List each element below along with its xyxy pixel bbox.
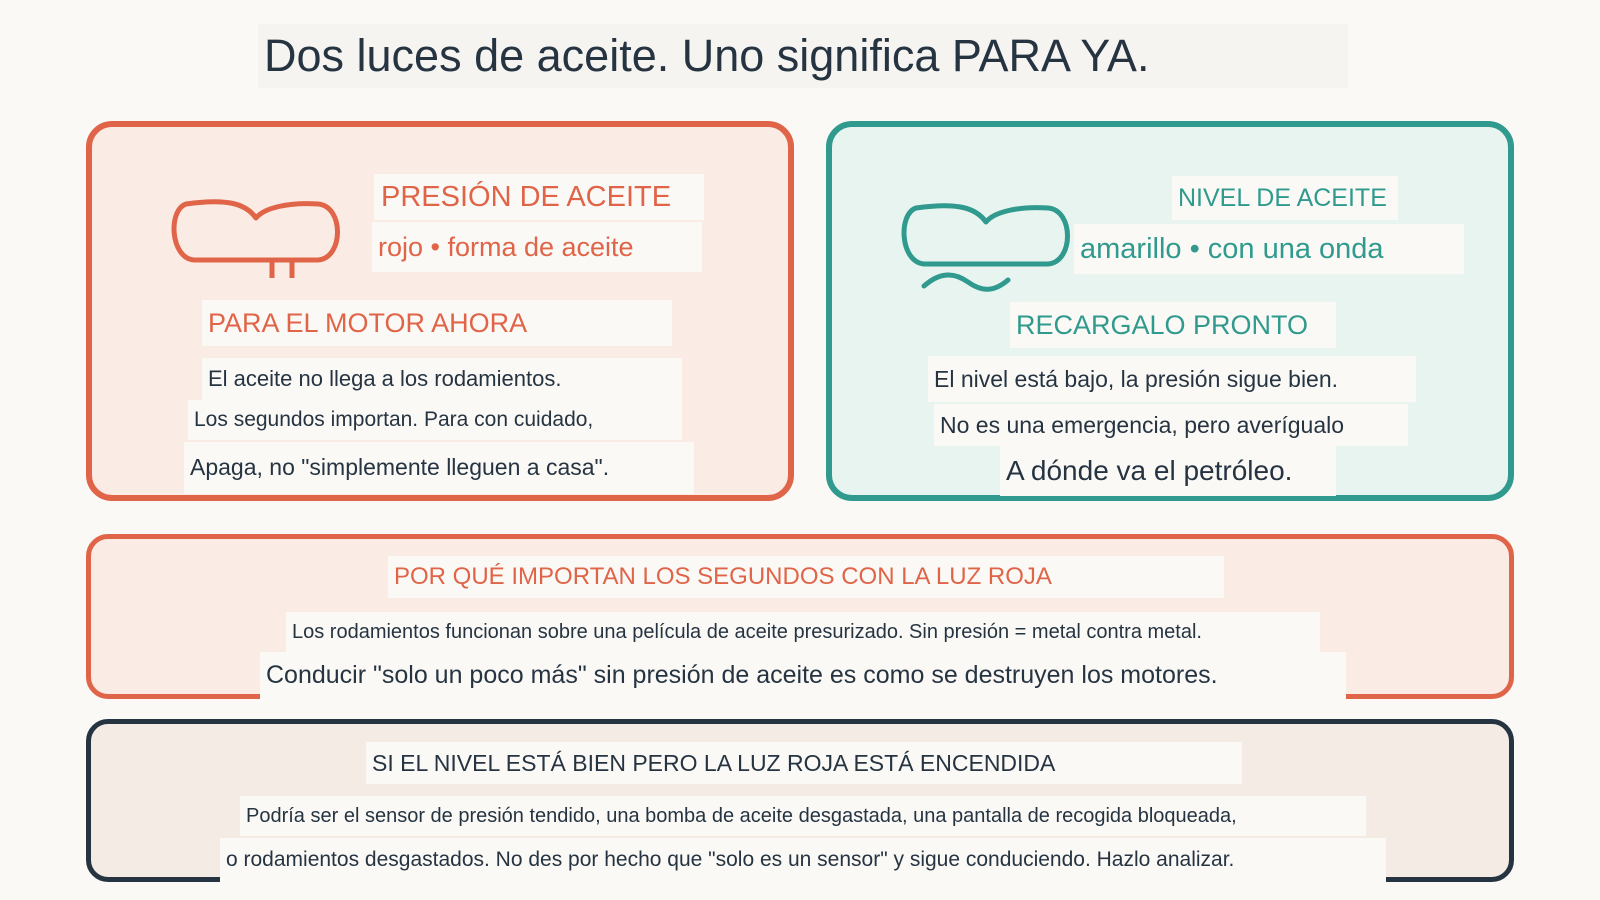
why-seconds-line-2: Conducir "solo un poco más" sin presión de aceite es como se destruyen los motores. [260, 652, 1346, 700]
page-title: Dos luces de aceite. Uno significa PARA YA. [258, 24, 1348, 88]
oil-pressure-heading: PRESIÓN DE ACEITE [374, 174, 704, 220]
oil-pressure-line-2: Los segundos importan. Para con cuidado, [188, 400, 682, 440]
oil-pressure-line-1: El aceite no llega a los rodamientos. [202, 358, 682, 400]
oil-level-line-3: A dónde va el petróleo. [1000, 446, 1336, 496]
sensor-line-1: Podría ser el sensor de presión tendido, una bomba de aceite desgastada, una pantalla de recogida bloqueada, [240, 796, 1366, 836]
why-seconds-line-1: Los rodamientos funcionan sobre una película de aceite presurizado. Sin presión = metal contra metal. [286, 612, 1320, 652]
sensor-line-2: o rodamientos desgastados. No des por hecho que "solo es un sensor" y sigue conduciendo. Hazlo analizar. [220, 838, 1386, 882]
oil-pressure-action: PARA EL MOTOR AHORA [202, 300, 672, 346]
oil-pressure-line-3: Apaga, no "simplemente lleguen a casa". [184, 442, 694, 494]
oil-level-heading: NIVEL DE ACEITE [1172, 176, 1398, 220]
oil-pressure-lamp-icon [168, 196, 348, 286]
sensor-heading: SI EL NIVEL ESTÁ BIEN PERO LA LUZ ROJA ESTÁ ENCENDIDA [366, 742, 1242, 784]
why-seconds-heading: POR QUÉ IMPORTAN LOS SEGUNDOS CON LA LUZ ROJA [388, 556, 1224, 598]
oil-level-line-2: No es una emergencia, pero averígualo [934, 404, 1408, 446]
oil-level-line-1: El nivel está bajo, la presión sigue bien. [928, 356, 1416, 402]
oil-level-action: RECARGALO PRONTO [1010, 302, 1336, 348]
oil-level-wave-icon [898, 200, 1078, 300]
oil-level-subheading: amarillo • con una onda [1074, 224, 1464, 274]
oil-pressure-subheading: rojo • forma de aceite [372, 222, 702, 272]
